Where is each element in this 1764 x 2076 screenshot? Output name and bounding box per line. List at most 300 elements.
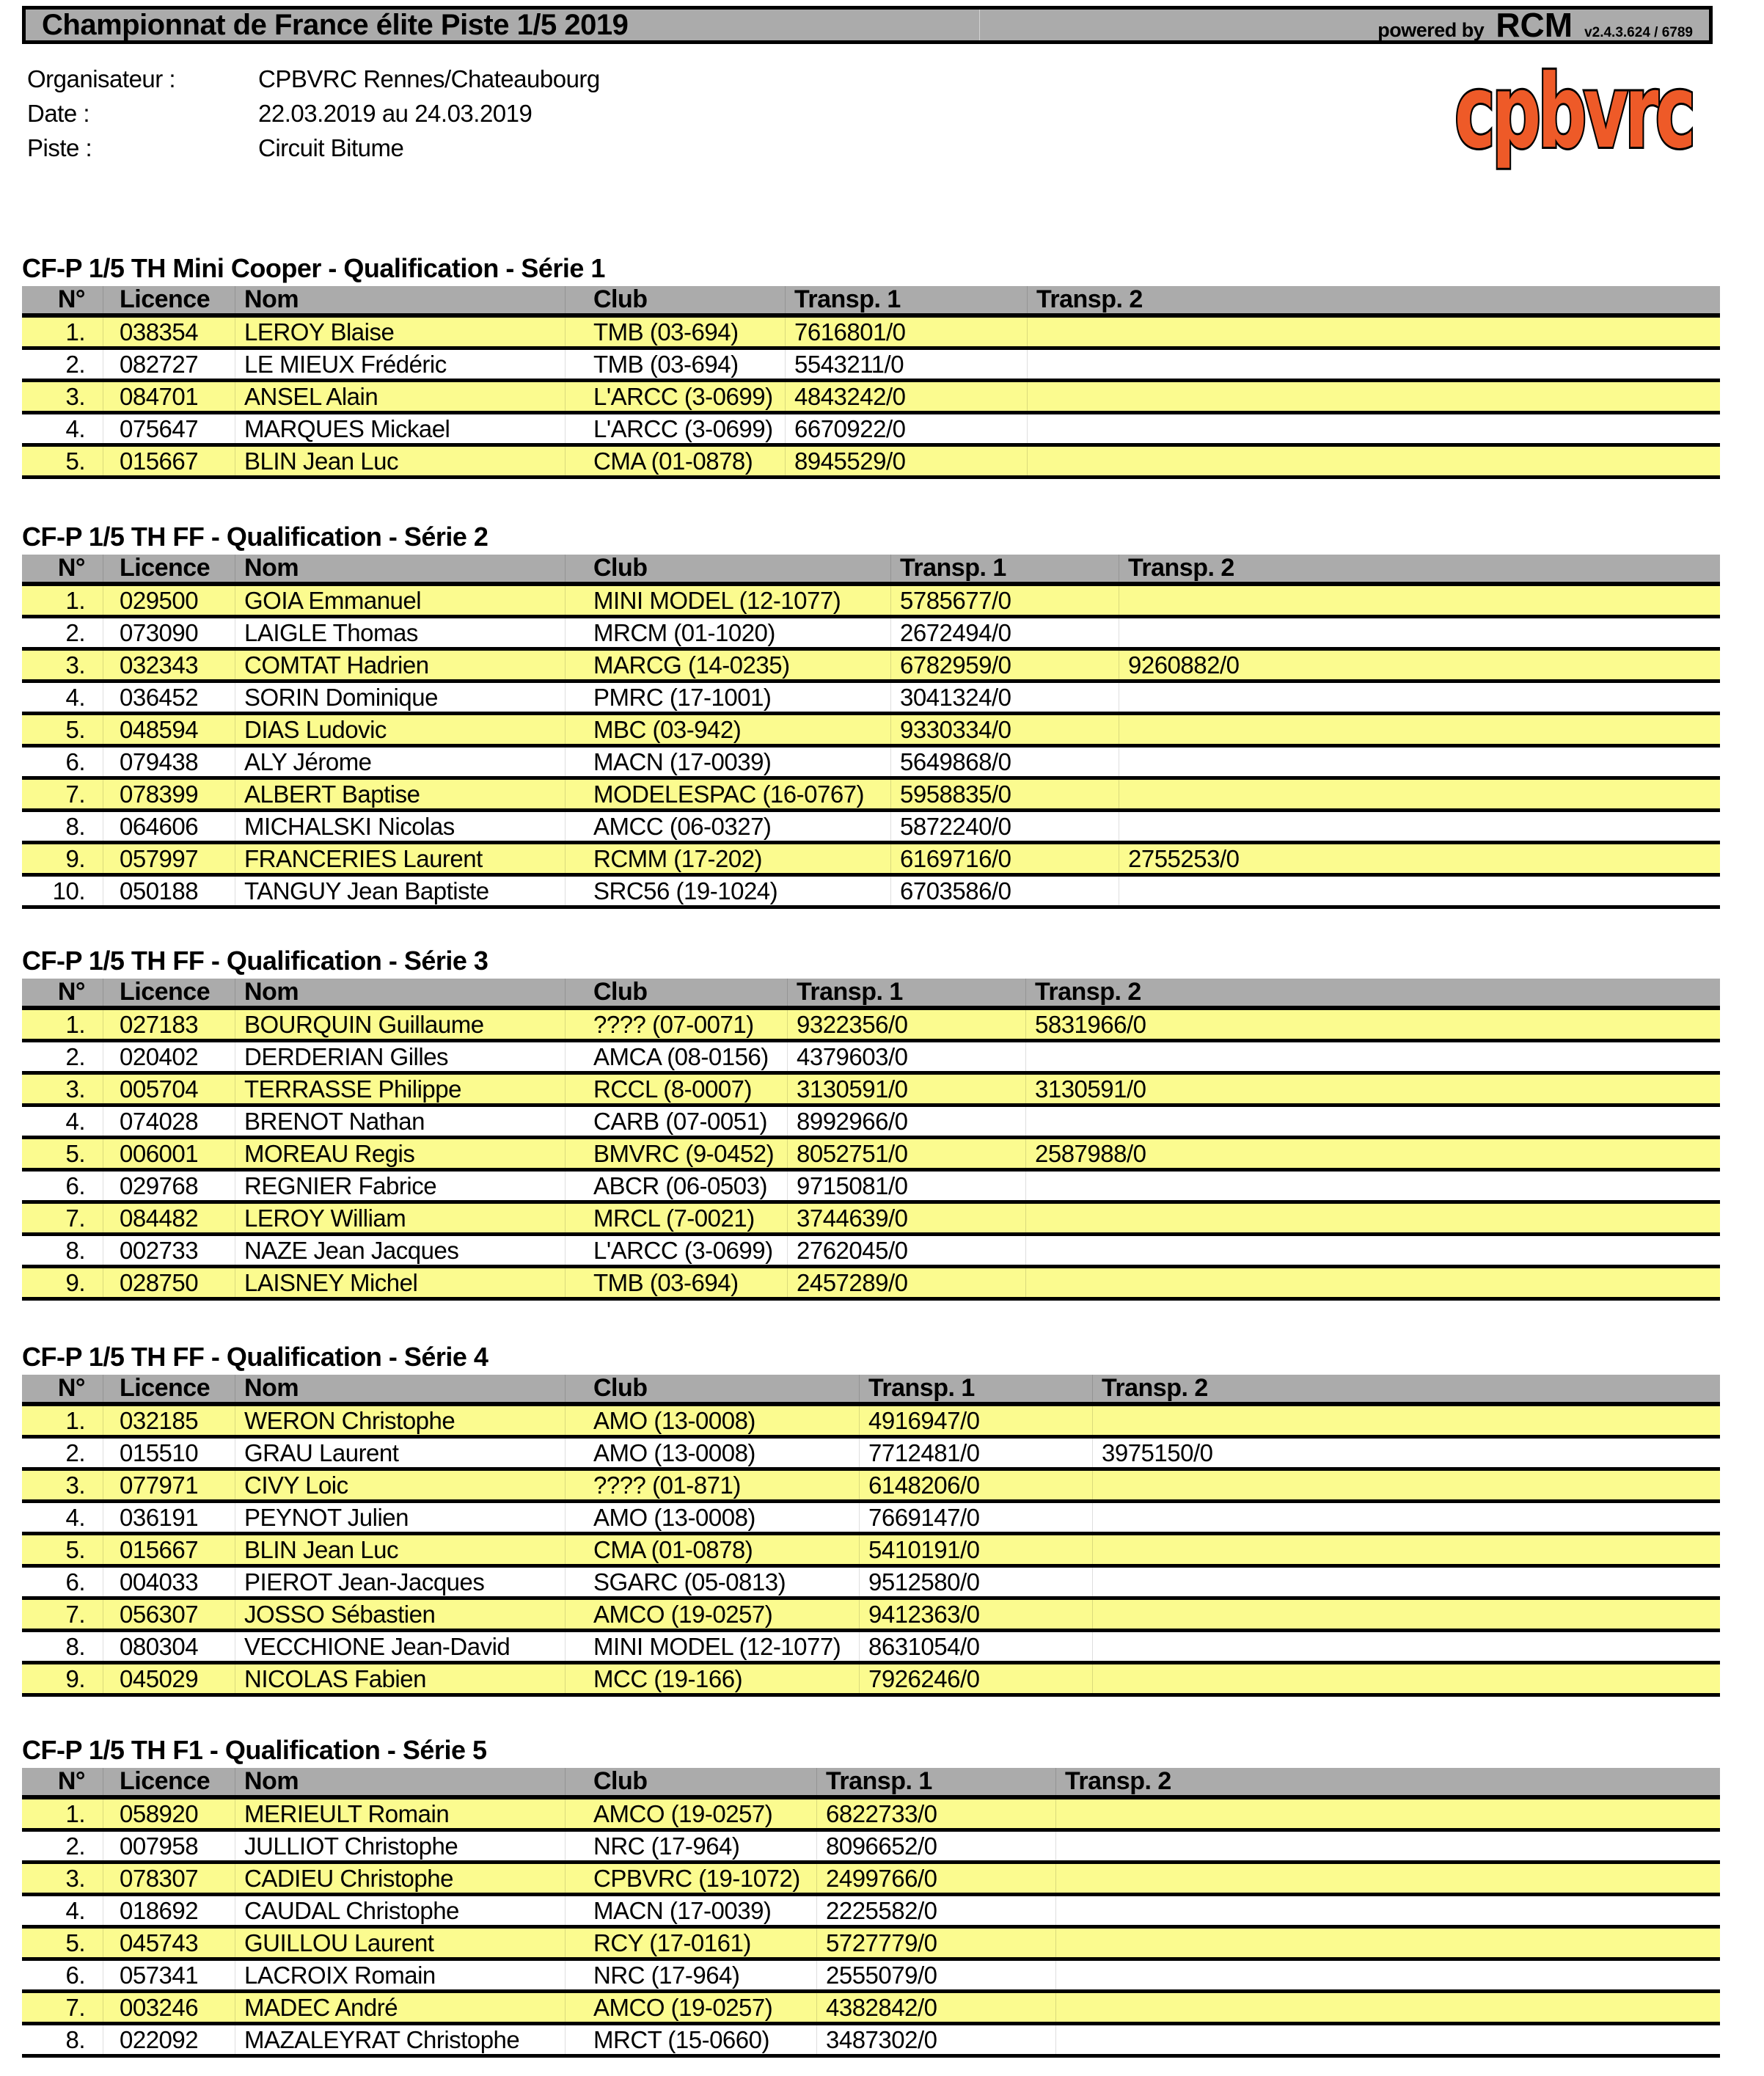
- cell-n: 2.: [65, 1042, 85, 1070]
- column-header-t1: Transp. 1: [785, 286, 1027, 313]
- cell-licence: 050188: [103, 877, 235, 905]
- column-header-nom: Nom: [235, 286, 565, 313]
- cell-transp1: 3744639/0: [787, 1204, 1025, 1232]
- table-row: [22, 812, 1720, 844]
- cell-nom: CIVY Loic: [235, 1471, 565, 1499]
- cell-nom: BLIN Jean Luc: [235, 1535, 565, 1564]
- table-row: [22, 877, 1720, 909]
- cell-nom: MARQUES Mickael: [235, 414, 565, 443]
- cell-club: AMO (13-0008): [565, 1406, 859, 1435]
- cell-licence: 006001: [103, 1139, 235, 1168]
- powered-by-label: powered by: [1377, 19, 1485, 41]
- cell-nom: NAZE Jean Jacques: [235, 1236, 565, 1265]
- cell-transp1: 9512580/0: [859, 1568, 1092, 1596]
- column-header-club: Club: [565, 979, 787, 1006]
- table-row: [22, 1832, 1720, 1864]
- cell-licence: 064606: [103, 812, 235, 841]
- cell-licence: 045029: [103, 1664, 235, 1693]
- cell-transp2: [1055, 1832, 1720, 1860]
- section-title: CF-P 1/5 TH FF - Qualification - Série 4: [22, 1342, 488, 1372]
- cell-nom: GUILLOU Laurent: [235, 1929, 565, 1957]
- cell-transp2: [1055, 1864, 1720, 1893]
- cell-transp2: [1025, 1236, 1720, 1265]
- column-header-nom: Nom: [235, 1375, 565, 1402]
- cell-nom: ALY Jérome: [235, 748, 565, 776]
- qualification-table: [22, 555, 1720, 909]
- cell-licence: 015510: [103, 1439, 235, 1467]
- cell-club: MINI MODEL (12-1077): [565, 586, 890, 615]
- cell-club: ???? (01-871): [565, 1471, 859, 1499]
- cell-licence: 005704: [103, 1075, 235, 1103]
- cell-licence: 057997: [103, 844, 235, 873]
- table-row: [22, 844, 1720, 877]
- table-header-row: [22, 286, 1720, 318]
- cell-n: 4.: [65, 683, 85, 711]
- column-header-t1: Transp. 1: [859, 1375, 1092, 1402]
- cell-club: AMCA (08-0156): [565, 1042, 787, 1071]
- table-row: [22, 586, 1720, 618]
- cell-n: 5.: [65, 447, 85, 475]
- section-serie-4: [22, 1342, 1720, 1697]
- cell-transp1: 6148206/0: [859, 1471, 1092, 1499]
- cell-transp2: [1025, 1107, 1720, 1136]
- table-row: [22, 1172, 1720, 1204]
- cell-transp2: [1119, 715, 1720, 744]
- cell-licence: 029768: [103, 1172, 235, 1200]
- cell-club: TMB (03-694): [565, 350, 785, 379]
- cell-licence: 003246: [103, 1993, 235, 2022]
- cpbvrc-logo: cpbvrc: [1454, 53, 1693, 171]
- cell-club: L'ARCC (3-0699): [565, 382, 785, 411]
- table-row: [22, 1204, 1720, 1236]
- cell-licence: 045743: [103, 1929, 235, 1957]
- cell-nom: SORIN Dominique: [235, 683, 565, 712]
- qualification-table: [22, 1375, 1720, 1697]
- cell-licence: 077971: [103, 1471, 235, 1499]
- cell-transp2: [1092, 1471, 1720, 1499]
- cell-transp1: 8945529/0: [785, 447, 1027, 475]
- table-row: [22, 683, 1720, 715]
- cell-transp2: 5831966/0: [1025, 1010, 1720, 1039]
- table-row: [22, 1107, 1720, 1139]
- cell-club: MBC (03-942): [565, 715, 890, 744]
- cell-licence: 078307: [103, 1864, 235, 1893]
- cell-transp1: 8096652/0: [816, 1832, 1055, 1860]
- cell-licence: 074028: [103, 1107, 235, 1136]
- table-row: [22, 2025, 1720, 2058]
- cell-nom: MADEC André: [235, 1993, 565, 2022]
- cell-licence: 004033: [103, 1568, 235, 1596]
- cell-transp2: 9260882/0: [1119, 651, 1720, 679]
- cell-transp1: 2672494/0: [890, 618, 1119, 647]
- cell-n: 6.: [65, 1172, 85, 1199]
- cell-nom: LAIGLE Thomas: [235, 618, 565, 647]
- cell-club: MODELESPAC (16-0767): [565, 780, 890, 808]
- cell-n: 3.: [65, 1075, 85, 1103]
- cell-club: PMRC (17-1001): [565, 683, 890, 712]
- cell-club: RCCL (8-0007): [565, 1075, 787, 1103]
- column-header-t1: Transp. 1: [787, 979, 1025, 1006]
- cell-transp2: [1027, 414, 1720, 443]
- cell-club: L'ARCC (3-0699): [565, 1236, 787, 1265]
- cell-licence: 036452: [103, 683, 235, 712]
- cell-transp1: 2225582/0: [816, 1896, 1055, 1925]
- cell-transp1: 5872240/0: [890, 812, 1119, 841]
- section-serie-5: [22, 1736, 1720, 2058]
- title-bar: [22, 6, 1713, 44]
- cell-club: AMO (13-0008): [565, 1503, 859, 1532]
- cell-transp1: 9412363/0: [859, 1600, 1092, 1629]
- table-row: [22, 1471, 1720, 1503]
- cell-club: MCC (19-166): [565, 1664, 859, 1693]
- cell-transp1: 5543211/0: [785, 350, 1027, 379]
- column-header-n: N°: [57, 286, 85, 313]
- cell-n: 1.: [65, 1406, 85, 1434]
- cell-n: 4.: [65, 1107, 85, 1135]
- cell-transp2: [1092, 1600, 1720, 1629]
- cell-club: AMCO (19-0257): [565, 1799, 816, 1828]
- cell-n: 8.: [65, 1632, 85, 1660]
- cell-n: 6.: [65, 1961, 85, 1989]
- cell-transp1: 6169716/0: [890, 844, 1119, 873]
- cell-n: 7.: [65, 780, 85, 808]
- table-row: [22, 1600, 1720, 1632]
- cell-transp1: 6822733/0: [816, 1799, 1055, 1828]
- cell-n: 4.: [65, 1503, 85, 1531]
- column-header-t2: Transp. 2: [1027, 286, 1720, 313]
- cell-n: 5.: [65, 715, 85, 743]
- cell-nom: TERRASSE Philippe: [235, 1075, 565, 1103]
- cell-transp2: [1055, 1929, 1720, 1957]
- cell-transp2: [1119, 812, 1720, 841]
- cell-club: TMB (03-694): [565, 1268, 787, 1297]
- cell-transp2: [1025, 1268, 1720, 1297]
- section-title: CF-P 1/5 TH Mini Cooper - Qualification - Série 1: [22, 253, 605, 283]
- cell-transp1: 5727779/0: [816, 1929, 1055, 1957]
- cell-nom: JULLIOT Christophe: [235, 1832, 565, 1860]
- cell-licence: 032343: [103, 651, 235, 679]
- cell-transp1: 6703586/0: [890, 877, 1119, 905]
- cell-licence: 048594: [103, 715, 235, 744]
- table-row: [22, 1268, 1720, 1301]
- cell-nom: BLIN Jean Luc: [235, 447, 565, 475]
- cell-transp2: [1119, 618, 1720, 647]
- cell-licence: 029500: [103, 586, 235, 615]
- cell-transp1: 9322356/0: [787, 1010, 1025, 1039]
- cell-n: 7.: [65, 1204, 85, 1232]
- rcm-logo-text: RCM: [1496, 6, 1573, 44]
- column-header-nom: Nom: [235, 555, 565, 582]
- cell-transp1: 4916947/0: [859, 1406, 1092, 1435]
- cell-nom: LEROY William: [235, 1204, 565, 1232]
- cell-transp1: 2457289/0: [787, 1268, 1025, 1297]
- table-row: [22, 1896, 1720, 1929]
- cell-n: 5.: [65, 1535, 85, 1563]
- powered-by-group: [1377, 5, 1693, 45]
- cell-licence: 057341: [103, 1961, 235, 1989]
- cell-n: 2.: [65, 1439, 85, 1466]
- cell-transp2: [1025, 1042, 1720, 1071]
- cell-nom: REGNIER Fabrice: [235, 1172, 565, 1200]
- column-header-club: Club: [565, 286, 785, 313]
- track-row: [27, 131, 600, 165]
- cell-n: 9.: [65, 1268, 85, 1296]
- cell-licence: 015667: [103, 447, 235, 475]
- cell-transp2: [1027, 382, 1720, 411]
- table-row: [22, 1439, 1720, 1471]
- cell-transp2: [1055, 1896, 1720, 1925]
- column-header-t1: Transp. 1: [890, 555, 1119, 582]
- table-row: [22, 715, 1720, 748]
- cell-club: CARB (07-0051): [565, 1107, 787, 1136]
- column-header-licence: Licence: [103, 286, 235, 313]
- cell-nom: LE MIEUX Frédéric: [235, 350, 565, 379]
- cell-club: MACN (17-0039): [565, 1896, 816, 1925]
- cell-n: 5.: [65, 1139, 85, 1167]
- cell-n: 1.: [65, 1799, 85, 1827]
- table-row: [22, 1503, 1720, 1535]
- cell-club: RCMM (17-202): [565, 844, 890, 873]
- cell-club: MRCM (01-1020): [565, 618, 890, 647]
- table-row: [22, 1236, 1720, 1268]
- cell-transp1: 6670922/0: [785, 414, 1027, 443]
- column-header-licence: Licence: [103, 555, 235, 582]
- cell-transp2: [1055, 1961, 1720, 1989]
- cell-transp2: [1092, 1503, 1720, 1532]
- cell-n: 2.: [65, 618, 85, 646]
- cell-transp1: 4379603/0: [787, 1042, 1025, 1071]
- cell-nom: CADIEU Christophe: [235, 1864, 565, 1893]
- cell-club: SRC56 (19-1024): [565, 877, 890, 905]
- cell-club: L'ARCC (3-0699): [565, 414, 785, 443]
- section-serie-3: [22, 946, 1720, 1301]
- cell-club: NRC (17-964): [565, 1832, 816, 1860]
- column-header-n: N°: [57, 555, 85, 582]
- table-row: [22, 414, 1720, 447]
- cell-n: 4.: [65, 1896, 85, 1924]
- cell-nom: NICOLAS Fabien: [235, 1664, 565, 1693]
- table-row: [22, 651, 1720, 683]
- section-title: CF-P 1/5 TH F1 - Qualification - Série 5: [22, 1735, 487, 1765]
- cell-club: MINI MODEL (12-1077): [565, 1632, 859, 1661]
- track-label: Piste :: [27, 134, 92, 161]
- cell-transp1: 2555079/0: [816, 1961, 1055, 1989]
- cell-licence: 078399: [103, 780, 235, 808]
- table-row: [22, 1664, 1720, 1697]
- table-row: [22, 618, 1720, 651]
- cell-club: CMA (01-0878): [565, 447, 785, 475]
- cell-nom: MAZALEYRAT Christophe: [235, 2025, 565, 2054]
- cell-n: 8.: [65, 2025, 85, 2053]
- track-value: Circuit Bitume: [258, 134, 404, 161]
- cell-transp1: 8992966/0: [787, 1107, 1025, 1136]
- cell-licence: 028750: [103, 1268, 235, 1297]
- table-row: [22, 1010, 1720, 1042]
- cell-transp1: 2762045/0: [787, 1236, 1025, 1265]
- cell-nom: LAISNEY Michel: [235, 1268, 565, 1297]
- cell-transp2: 3975150/0: [1092, 1439, 1720, 1467]
- table-row: [22, 1993, 1720, 2025]
- cell-nom: MICHALSKI Nicolas: [235, 812, 565, 841]
- table-row: [22, 1042, 1720, 1075]
- cell-licence: 079438: [103, 748, 235, 776]
- cell-transp1: 8052751/0: [787, 1139, 1025, 1168]
- cell-nom: WERON Christophe: [235, 1406, 565, 1435]
- cell-nom: GRAU Laurent: [235, 1439, 565, 1467]
- date-value: 22.03.2019 au 24.03.2019: [258, 99, 533, 127]
- cell-club: AMO (13-0008): [565, 1439, 859, 1467]
- event-info: [27, 62, 600, 165]
- cell-n: 3.: [65, 382, 85, 410]
- column-header-t2: Transp. 2: [1055, 1768, 1720, 1795]
- table-header-row: [22, 555, 1720, 586]
- section-serie-2: [22, 522, 1720, 909]
- cell-nom: MOREAU Regis: [235, 1139, 565, 1168]
- cell-licence: 007958: [103, 1832, 235, 1860]
- cell-licence: 073090: [103, 618, 235, 647]
- cell-transp2: [1119, 748, 1720, 776]
- cell-transp2: [1119, 683, 1720, 712]
- column-header-licence: Licence: [103, 1768, 235, 1795]
- cell-n: 10.: [52, 877, 85, 904]
- column-header-nom: Nom: [235, 1768, 565, 1795]
- cell-transp2: [1092, 1535, 1720, 1564]
- cell-transp2: [1092, 1568, 1720, 1596]
- cell-transp2: [1055, 1993, 1720, 2022]
- column-header-club: Club: [565, 1768, 816, 1795]
- table-row: [22, 318, 1720, 350]
- table-header-row: [22, 1768, 1720, 1799]
- column-header-t2: Transp. 2: [1025, 979, 1720, 1006]
- cell-transp2: [1119, 780, 1720, 808]
- table-row: [22, 382, 1720, 414]
- cell-nom: ANSEL Alain: [235, 382, 565, 411]
- table-row: [22, 1864, 1720, 1896]
- qualification-table: [22, 1768, 1720, 2058]
- table-row: [22, 1406, 1720, 1439]
- cell-n: 1.: [65, 586, 85, 614]
- cell-nom: MERIEULT Romain: [235, 1799, 565, 1828]
- cell-club: TMB (03-694): [565, 318, 785, 346]
- cell-club: SGARC (05-0813): [565, 1568, 859, 1596]
- column-header-club: Club: [565, 555, 890, 582]
- cell-nom: BRENOT Nathan: [235, 1107, 565, 1136]
- section-serie-1: [22, 254, 1720, 479]
- cell-licence: 038354: [103, 318, 235, 346]
- cell-transp2: 2755253/0: [1119, 844, 1720, 873]
- cell-nom: COMTAT Hadrien: [235, 651, 565, 679]
- cell-transp1: 3487302/0: [816, 2025, 1055, 2054]
- table-row: [22, 447, 1720, 479]
- cell-transp1: 5649868/0: [890, 748, 1119, 776]
- cell-licence: 036191: [103, 1503, 235, 1532]
- table-row: [22, 1535, 1720, 1568]
- cell-n: 2.: [65, 350, 85, 378]
- cell-transp2: [1025, 1172, 1720, 1200]
- cell-club: AMCO (19-0257): [565, 1600, 859, 1629]
- cell-club: AMCC (06-0327): [565, 812, 890, 841]
- cell-transp2: [1027, 447, 1720, 475]
- cell-transp1: 4382842/0: [816, 1993, 1055, 2022]
- cell-nom: CAUDAL Christophe: [235, 1896, 565, 1925]
- version-label: v2.4.3.624 / 6789: [1584, 25, 1693, 40]
- cell-n: 2.: [65, 1832, 85, 1860]
- cell-transp1: 7712481/0: [859, 1439, 1092, 1467]
- cell-club: MARCG (14-0235): [565, 651, 890, 679]
- cell-club: CMA (01-0878): [565, 1535, 859, 1564]
- qualification-table: [22, 979, 1720, 1301]
- cell-n: 7.: [65, 1993, 85, 2021]
- table-row: [22, 780, 1720, 812]
- cell-licence: 080304: [103, 1632, 235, 1661]
- cell-transp1: 5410191/0: [859, 1535, 1092, 1564]
- cell-nom: DERDERIAN Gilles: [235, 1042, 565, 1071]
- table-row: [22, 748, 1720, 780]
- table-row: [22, 350, 1720, 382]
- cell-transp2: [1027, 350, 1720, 379]
- cell-nom: LACROIX Romain: [235, 1961, 565, 1989]
- table-row: [22, 1961, 1720, 1993]
- cell-nom: TANGUY Jean Baptiste: [235, 877, 565, 905]
- cell-nom: PIEROT Jean-Jacques: [235, 1568, 565, 1596]
- column-header-t2: Transp. 2: [1119, 555, 1720, 582]
- table-row: [22, 1568, 1720, 1600]
- cell-n: 1.: [65, 1010, 85, 1038]
- cell-n: 6.: [65, 748, 85, 775]
- page-title: Championnat de France élite Piste 1/5 2019: [42, 8, 629, 41]
- cell-nom: BOURQUIN Guillaume: [235, 1010, 565, 1039]
- cell-transp1: 5958835/0: [890, 780, 1119, 808]
- cell-transp2: [1092, 1632, 1720, 1661]
- cell-licence: 084482: [103, 1204, 235, 1232]
- cell-club: ABCR (06-0503): [565, 1172, 787, 1200]
- cell-transp1: 6782959/0: [890, 651, 1119, 679]
- column-header-n: N°: [57, 1768, 85, 1795]
- cell-nom: FRANCERIES Laurent: [235, 844, 565, 873]
- cell-licence: 018692: [103, 1896, 235, 1925]
- cell-n: 7.: [65, 1600, 85, 1628]
- cell-transp1: 3041324/0: [890, 683, 1119, 712]
- organizer-value: CPBVRC Rennes/Chateaubourg: [258, 65, 600, 92]
- organizer-row: [27, 62, 600, 96]
- cell-club: MRCT (15-0660): [565, 2025, 816, 2054]
- cell-nom: LEROY Blaise: [235, 318, 565, 346]
- cell-n: 4.: [65, 414, 85, 442]
- cell-licence: 022092: [103, 2025, 235, 2054]
- cell-licence: 027183: [103, 1010, 235, 1039]
- date-row: [27, 96, 600, 131]
- column-header-n: N°: [57, 979, 85, 1006]
- table-row: [22, 1632, 1720, 1664]
- cell-n: 3.: [65, 1864, 85, 1892]
- cell-transp1: 5785677/0: [890, 586, 1119, 615]
- qualification-table: [22, 286, 1720, 479]
- cell-club: CPBVRC (19-1072): [565, 1864, 816, 1893]
- cell-nom: DIAS Ludovic: [235, 715, 565, 744]
- cell-licence: 082727: [103, 350, 235, 379]
- cell-transp2: [1027, 318, 1720, 346]
- cell-n: 9.: [65, 844, 85, 872]
- cell-licence: 032185: [103, 1406, 235, 1435]
- cell-nom: VECCHIONE Jean-David: [235, 1632, 565, 1661]
- table-row: [22, 1075, 1720, 1107]
- cell-transp1: 9330334/0: [890, 715, 1119, 744]
- cell-transp2: [1119, 586, 1720, 615]
- cell-licence: 056307: [103, 1600, 235, 1629]
- cell-nom: ALBERT Baptise: [235, 780, 565, 808]
- cell-transp2: 3130591/0: [1025, 1075, 1720, 1103]
- column-header-licence: Licence: [103, 1375, 235, 1402]
